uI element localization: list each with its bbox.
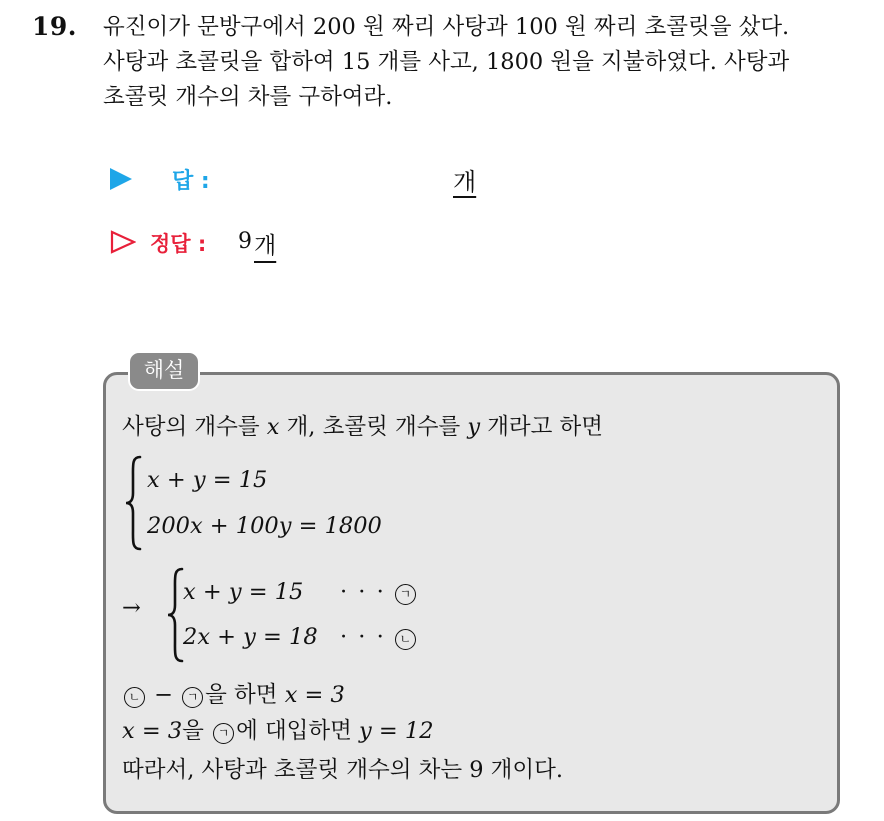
solution-step2: x = 3을 ㄱ 에 대입하면 y = 12 [122,718,434,744]
question-number: 19. [32,12,77,41]
circled-giyeok-mark: ㄱ [182,687,203,708]
circled-nieun-mark: ㄴ [395,629,416,650]
intro-text-1: 사탕의 개수를 [122,414,267,440]
play-triangle-icon [110,168,132,190]
system2-eq2-mark: · · · ㄴ [340,624,418,650]
system2-eq1-mark: · · · ㄱ [340,579,418,605]
system1-eq1: x + y = 15 [147,467,268,493]
solution-intro [122,409,603,441]
intro-text-2: 개, 초콜릿 개수를 [279,414,468,440]
correct-answer-value: 9 [238,229,252,254]
system2-eq2: 2x + y = 18 [183,624,318,650]
answer-row [110,162,610,198]
system2-eq1: x + y = 15 [183,579,304,605]
answer-label: 답 : [172,169,210,194]
intro-text-3: 개라고 하면 [480,414,604,440]
correct-answer-label: 정답 : [150,232,207,256]
question-line-1: 유진이가 문방구에서 200 원 짜리 사탕과 100 원 짜리 초콜릿을 샀다. [103,14,790,40]
solution-conclusion: 따라서, 사탕과 초콜릿 개수의 차는 9 개이다. [122,757,564,783]
circled-giyeok-mark: ㄱ [213,723,234,744]
solution-tab: 해설 [128,351,200,391]
circled-nieun-mark: ㄴ [124,687,145,708]
left-brace-1 [124,455,142,551]
correct-answer-row [110,224,610,264]
arrow: → [122,595,141,621]
question-line-2: 사탕과 초콜릿을 합하여 15 개를 사고, 1800 원을 지불하였다. 사탕과 [103,49,790,75]
solution-step1: ㄴ − ㄱ 을 하면 x = 3 [122,677,345,709]
correct-answer-unit: 개 [254,233,277,259]
system1-eq2: 200x + 100y = 1800 [147,513,382,539]
outline-triangle-icon [110,230,136,254]
circled-giyeok-mark: ㄱ [395,584,416,605]
var-y: y [467,414,481,440]
left-brace-2 [166,567,184,663]
answer-unit: 개 [453,168,477,196]
var-x: x [266,414,280,440]
question-line-3: 초콜릿 개수의 차를 구하여라. [103,84,393,110]
question-text [103,10,873,115]
